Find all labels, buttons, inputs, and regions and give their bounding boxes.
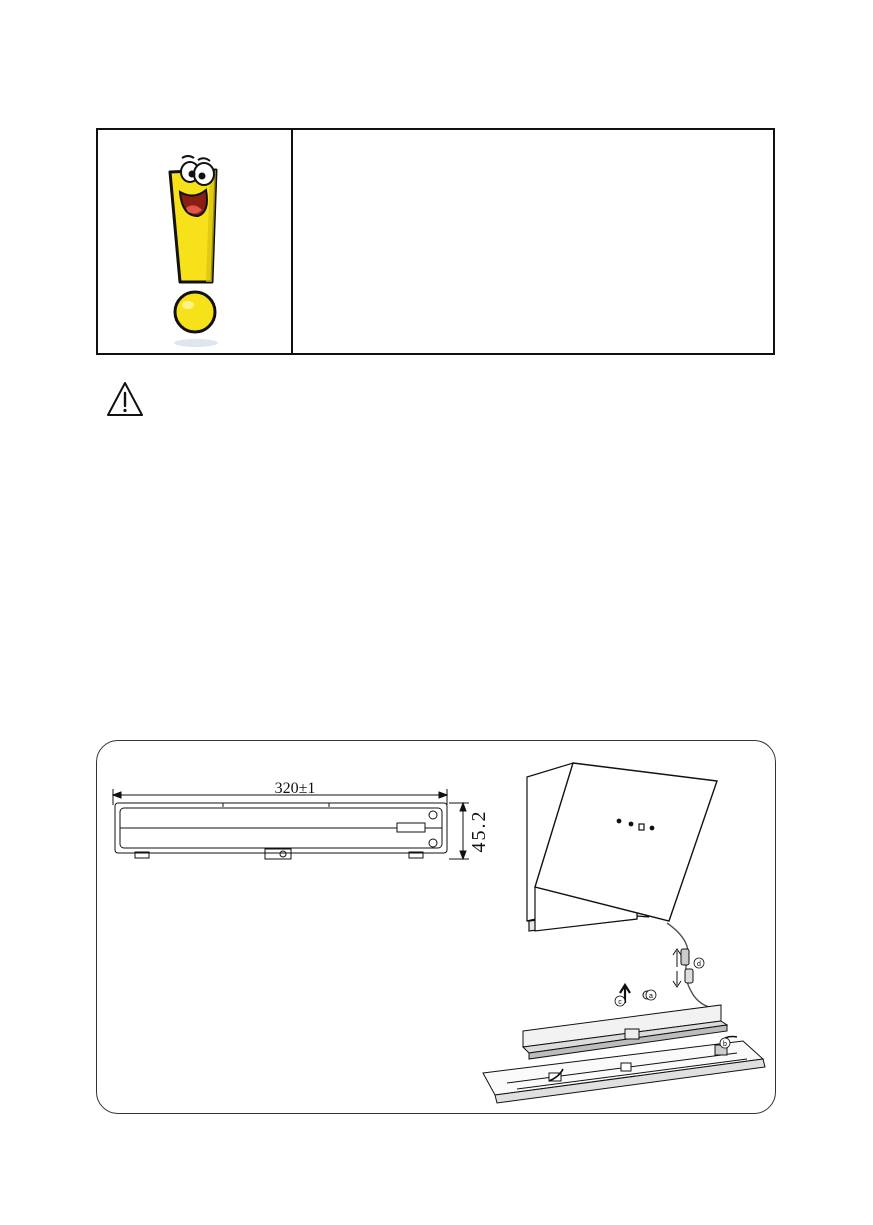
range-hood-illustration [527, 763, 717, 931]
notice-icon-cell [98, 130, 293, 353]
dimension-width-label: 320±1 [274, 780, 316, 797]
exclamation-mark-icon [98, 130, 291, 353]
light-bar-profile [113, 789, 469, 859]
technical-drawing-panel [96, 740, 776, 1114]
light-bar-assembly [483, 923, 765, 1103]
technical-drawing [97, 741, 776, 1114]
callout-c: c [618, 999, 622, 1006]
callout-d: d [697, 961, 701, 968]
callout-a: a [649, 993, 653, 1000]
callout-b: b [723, 1041, 727, 1048]
notice-box [96, 128, 775, 355]
notice-text [293, 130, 773, 353]
warning-triangle-icon [106, 381, 144, 417]
dimension-height-label: 45.2 [468, 809, 490, 853]
